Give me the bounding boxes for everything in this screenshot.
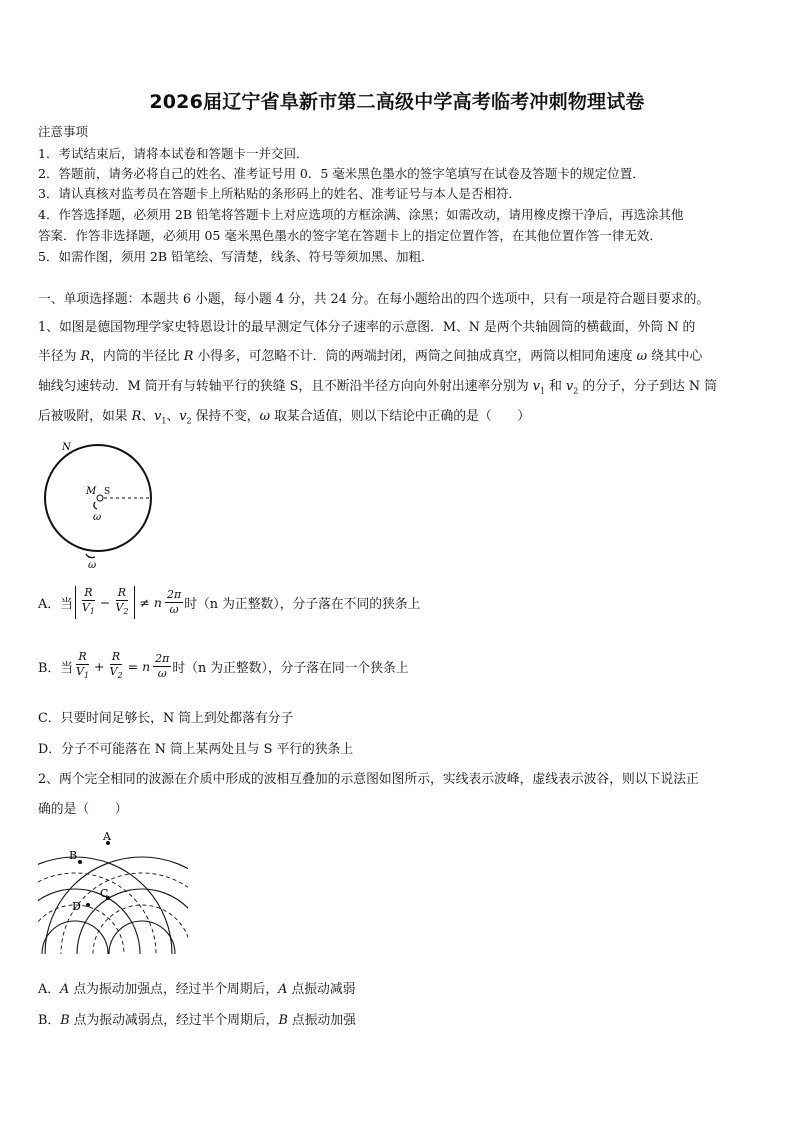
- notice-item: 1．考试结束后，请将本试卷和答题卡一并交回．: [38, 146, 309, 161]
- notice-heading: 注意事项: [38, 124, 89, 139]
- inner-cylinder-m: [97, 495, 103, 501]
- point-d: [86, 903, 90, 907]
- q1-option-b: B．当 $\frac{R}{V_1}$ + $\frac{R}{V_2}$ = n $\frac{2\pi}{\omega}$ 时（n 为正整数），分子落在同一个狭条上: [38, 650, 409, 681]
- notice-item: 3．请认真核对监考员在答题卡上所粘贴的条形码上的姓名、准考证号与本人是否相符．: [38, 186, 521, 201]
- q1-option-c: C．只要时间足够长，N 筒上到处都落有分子: [38, 711, 294, 726]
- notice-item: 5．如需作图，须用 2B 铅笔绘、写清楚，线条、符号等须加黑、加粗．: [38, 249, 434, 264]
- omega-outer: ω: [88, 560, 97, 571]
- notice-item: 2．答题前，请务必将自己的姓名、准考证号用 0．5 毫米黑色墨水的签字笔填写在试卷及答题卡的规定位置．: [38, 166, 645, 181]
- wave-trough: [38, 873, 156, 956]
- q1-option-a: A．当 $\frac{R}{V_1}$ − $\frac{R}{V_2}$ ≠ n $\frac{2\pi}{\omega}$ 时（n 为正整数），分子落在不同的狭条上: [38, 586, 420, 619]
- label-a: A: [103, 830, 111, 843]
- label-n: N: [62, 442, 71, 453]
- label-s: S: [104, 487, 111, 497]
- q1-line-3: 轴线匀速转动．M 筒开有与转轴平行的狭缝 S，且不断沿半径方向向外射出速率分别为 $v_1$ 和 $v_2$ 的分子，分子到达 N 筒: [38, 379, 717, 396]
- label-b: B: [69, 849, 78, 862]
- wave-crest: [38, 889, 140, 956]
- rotation-arrow-inner-icon: [94, 502, 97, 509]
- point-b: [78, 860, 82, 864]
- label-d: D: [72, 900, 81, 913]
- q2-line-1: 2、两个完全相同的波源在介质中形成的波相互叠加的示意图如图所示，实线表示波峰，虚线表示波谷，则以下说法正: [38, 772, 699, 787]
- notice-item: 4．作答选择题，必须用 2B 铅笔将答题卡上对应选项的方框涂满、涂黑；如需改动，请用橡皮擦干净后，再选涂其他: [38, 207, 684, 222]
- page-title: 2026届辽宁省阜新市第二高级中学高考临考冲刺物理试卷: [149, 91, 645, 113]
- wave-crest: [42, 921, 108, 956]
- wave-crest: [45, 857, 188, 956]
- label-c: C: [100, 887, 109, 900]
- abs-expression: $\frac{R}{V_1}$ − $\frac{R}{V_2}$: [75, 586, 136, 619]
- q1-option-d: D．分子不可能落在 N 筒上某两处且与 S 平行的狭条上: [38, 742, 354, 757]
- q1-line-2: 半径为 R，内筒的半径比 R 小得多，可忽略不计．筒的两端封闭，两筒之间抽成真空，两筒以相同角速度 ω 绕其中心: [38, 349, 703, 364]
- q2-option-b: B．B 点为振动减弱点，经过半个周期后，B 点振动加强: [38, 1013, 356, 1028]
- q1-line-1: 1、如图是德国物理学家史特恩设计的最早测定气体分子速率的示意图．M、N 是两个共轴圆筒的横截面，外筒 N 的: [38, 320, 696, 335]
- wave-trough: [61, 873, 188, 956]
- cylinder-diagram: [38, 436, 168, 571]
- q2-option-a: A．A 点为振动加强点，经过半个周期后，A 点振动减弱: [38, 982, 356, 997]
- q1-line-4: 后被吸附，如果 R、$v_1$、$v_2$ 保持不变，ω 取某合适值，则以下结论中正确的是（ ）: [38, 409, 531, 426]
- rotation-arrow-outer-icon: [86, 554, 95, 558]
- wave-interference-diagram: [38, 826, 188, 956]
- notice-item: 答案．作答非选择题，必须用 05 毫米黑色墨水的签字笔在答题卡上的指定位置作答，在其他位置作答一律无效．: [38, 228, 662, 243]
- q2-line-2: 确的是（ ）: [38, 802, 128, 817]
- section-heading: 一、单项选择题：本题共 6 小题，每小题 4 分，共 24 分。在每小题给出的四个选项中，只有一项是符合题目要求的。: [38, 292, 710, 307]
- wave-crest: [109, 921, 175, 956]
- omega-inner: ω: [93, 512, 102, 523]
- label-m: M: [86, 486, 97, 497]
